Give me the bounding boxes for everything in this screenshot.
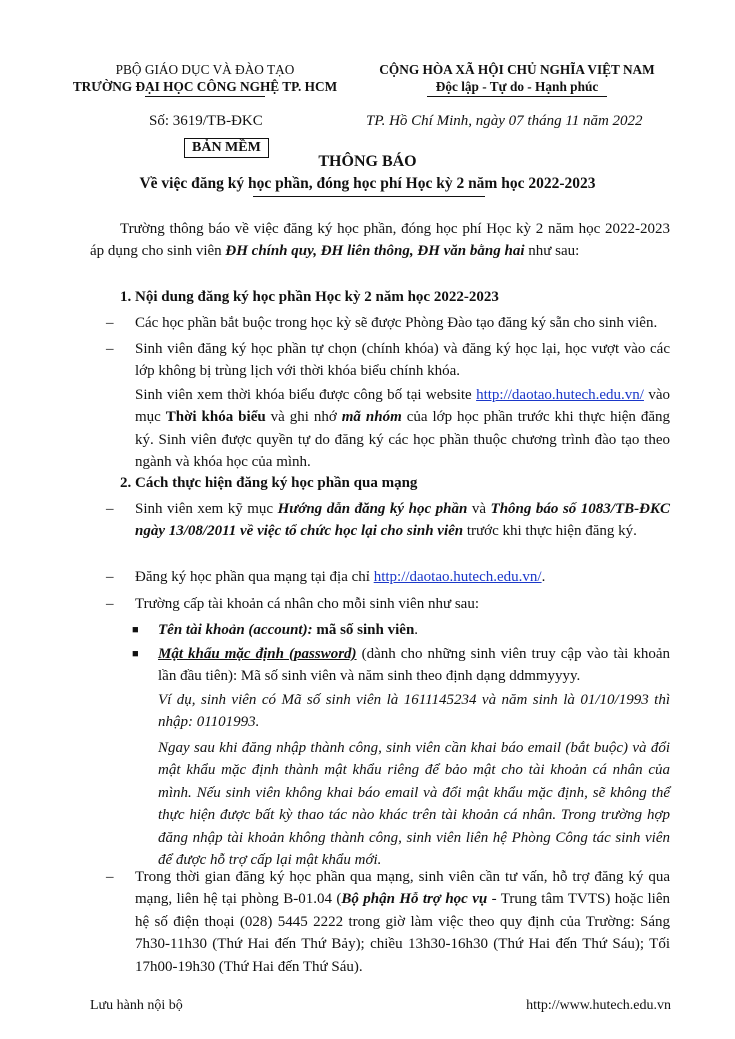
- section2-item2: [135, 566, 670, 588]
- bullet-marker: ■: [132, 624, 139, 636]
- item1-text-a: Sinh viên xem kỹ mục: [135, 501, 278, 517]
- academic-support-dept: Bộ phận Hỗ trợ học vụ: [341, 891, 488, 908]
- issuer-block: [60, 61, 350, 97]
- footer-internal-note: Lưu hành nội bộ: [90, 998, 183, 1013]
- section2-heading: 2. Cách thực hiện đăng ký học phần qua mạng: [120, 475, 418, 491]
- timetable-text-d: của lớp học phần trước khi thực hiện đăng ký. Sinh viên được quyền tự do đăng ký các học phần thuộc chương trình đào tạo theo ngành và khóa học của mình.: [135, 409, 671, 471]
- issuer-underline: [145, 96, 265, 97]
- subtitle-rule: [253, 196, 485, 197]
- item2-text-b: .: [541, 569, 546, 585]
- section1-item2: Sinh viên đăng ký học phần tự chọn (chính khóa) và đăng ký học lại, học vượt vào các lớp không bị trùng lịch với thời khóa biểu chính khóa.: [135, 341, 670, 380]
- dash-marker: –: [106, 341, 114, 357]
- section2-item1: [135, 498, 670, 543]
- timetable-text-b: vào mục: [135, 387, 670, 426]
- section1-heading: 1. Nội dung đăng ký học phần Học kỳ 2 năm học 2022-2023: [120, 289, 499, 305]
- nation-underline: [427, 96, 607, 97]
- bullet-marker: ■: [132, 648, 139, 660]
- item4-text-b: - Trung tâm TVTS) hoặc liên hệ số điện thoại (028) 5445 2222 trong giờ làm việc theo quy định của Trường: Sáng 7h30-11h30 (Thứ Hai đến Thứ Bảy); chiều 13h30-16h30 (Thứ Hai đến Thứ Sáu); Tối 17h00-19h30 (Thứ Hai đến Thứ Sáu).: [135, 891, 670, 975]
- nation-block: [362, 61, 672, 97]
- item4-text-a: Trong thời gian đăng ký học phần qua mạng, sinh viên cần tư vấn, hỗ trợ đăng ký qua mạng, liên hệ tại phòng B-01.04 (: [135, 869, 670, 908]
- issuer-ministry: PBỘ GIÁO DỤC VÀ ĐÀO TẠO: [115, 62, 295, 77]
- document-title: THÔNG BÁO: [318, 153, 417, 170]
- account-end: .: [414, 622, 419, 638]
- account-label: Tên tài khoản (account):: [158, 622, 313, 638]
- item1-text-c: trước khi thực hiện đăng ký.: [463, 523, 637, 540]
- intro-paragraph: [90, 218, 670, 263]
- dash-marker: –: [106, 315, 114, 331]
- item1-text-b: và: [467, 501, 491, 517]
- training-website-link[interactable]: http://daotao.hutech.edu.vn/: [476, 387, 644, 403]
- password-example: Ví dụ, sinh viên có Mã số sinh viên là 1611145234 và năm sinh là 01/10/1993 thì nhập: 01101993.: [158, 692, 670, 731]
- intro-tail: như sau:: [524, 243, 580, 260]
- section1-timetable-paragraph: [135, 384, 670, 474]
- password-change-note: Ngay sau khi đăng nhập thành công, sinh viên cần khai báo email (bắt buộc) và đổi mật khẩu mặc định thành mật khẩu riêng để bảo mật cho tài khoản cá nhân của mình. Nếu sinh viên không khai báo email và đổi mật khẩu mặc định, sẽ không thể thực hiện được bất kỳ thao tác nào khác trên tài khoản cá nhân. Trong trường hợp đăng nhập tài khoản không thành công, sinh viên liên hệ Phòng Công tác sinh viên để được hỗ trợ cấp lại mật khẩu mới.: [158, 740, 670, 869]
- dash-marker: –: [106, 569, 114, 585]
- default-password-item: [158, 643, 670, 688]
- section2-item3: Trường cấp tài khoản cá nhân cho mỗi sinh viên như sau:: [135, 596, 479, 612]
- notice-1083-title: Thông báo số 1083/TB-ĐKC ngày 13/08/2011 về việc tổ chức học lại cho sinh viên: [135, 501, 670, 540]
- registration-guide-title: Hướng dẫn đăng ký học phần: [277, 501, 468, 517]
- account-value: mã số sinh viên: [312, 622, 415, 638]
- nation-motto: Độc lập - Tự do - Hạnh phúc: [435, 79, 599, 94]
- password-label: Mật khẩu mặc định (password): [158, 646, 357, 662]
- timetable-menu-name: Thời khóa biểu: [165, 409, 266, 426]
- dash-marker: –: [106, 869, 114, 885]
- dash-marker: –: [106, 501, 114, 517]
- document-date: TP. Hồ Chí Minh, ngày 07 tháng 11 năm 2022: [366, 113, 643, 129]
- intro-text: Trường thông báo về việc đăng ký học phần, đóng học phí Học kỳ 2 năm học 2022-2023 áp dụng cho sinh viên: [90, 221, 670, 260]
- intro-target-students: ĐH chính quy, ĐH liên thông, ĐH văn bằng hai: [225, 243, 525, 260]
- document-subtitle: Về việc đăng ký học phần, đóng học phí Học kỳ 2 năm học 2022-2023: [139, 175, 596, 192]
- document-number: Số: 3619/TB-ĐKC: [149, 113, 263, 129]
- password-text: (dành cho những sinh viên truy cập vào tài khoản lần đầu tiên): Mã số sinh viên và năm sinh theo định dạng ddmmyyyy.: [158, 646, 671, 685]
- item2-text-a: Đăng ký học phần qua mạng tại địa chỉ: [135, 569, 374, 585]
- timetable-text-c: và ghi nhớ: [265, 409, 342, 426]
- timetable-text-a: Sinh viên xem thời khóa biểu được công bố tại website: [135, 387, 477, 403]
- registration-website-link[interactable]: http://daotao.hutech.edu.vn/: [373, 569, 542, 585]
- footer-website[interactable]: http://www.hutech.edu.vn: [526, 998, 671, 1013]
- section1-item1: Các học phần bắt buộc trong học kỳ sẽ được Phòng Đào tạo đăng ký sẵn cho sinh viên.: [135, 315, 658, 331]
- soft-copy-stamp: BẢN MỀM: [184, 138, 269, 158]
- dash-marker: –: [106, 596, 114, 612]
- account-name-item: [158, 619, 670, 641]
- issuer-university: TRƯỜNG ĐẠI HỌC CÔNG NGHỆ TP. HCM: [72, 79, 338, 94]
- section2-item4: [135, 866, 670, 978]
- nation-name: CỘNG HÒA XÃ HỘI CHỦ NGHĨA VIỆT NAM: [379, 62, 655, 77]
- group-code-term: mã nhóm: [341, 409, 402, 426]
